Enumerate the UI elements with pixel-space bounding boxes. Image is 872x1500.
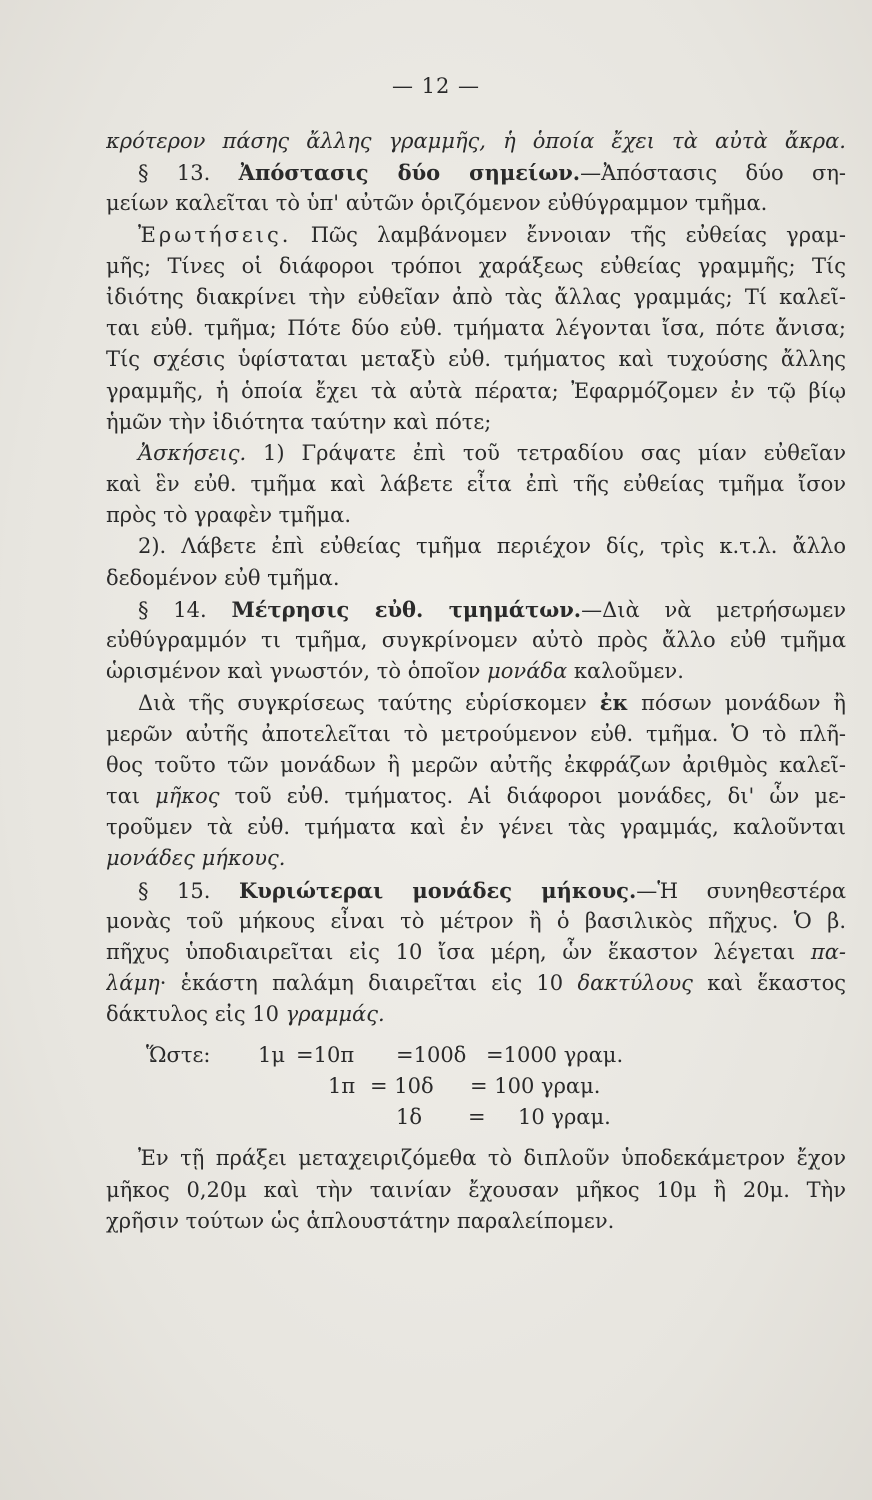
closing-text xyxy=(106,1143,846,1237)
page-body xyxy=(106,126,846,1237)
equation-term: = 10δ xyxy=(370,1074,434,1099)
text-run: § 14. xyxy=(138,597,232,622)
equations-block xyxy=(106,1040,846,1133)
emphasis-text: κρότερον πάσης ἄλλης γραμμῆς, ἡ ὁποία ἔχει τὰ αὐτὰ ἄκρα. xyxy=(106,129,846,153)
text-line xyxy=(106,625,846,656)
text-line xyxy=(106,313,846,344)
text-run: χρῆσιν τούτων ὡς ἁπλουστάτην παραλείπομεν. xyxy=(106,1208,615,1233)
text-line xyxy=(106,719,846,750)
text-run: μείων καλεῖται τὸ ὑπ' αὐτῶν ὁριζόμενον εὐθύγραμμον τμῆμα. xyxy=(106,191,768,216)
text-line xyxy=(106,126,846,157)
emphasis-text: γραμμάς. xyxy=(285,1002,385,1027)
text-run: —Ἀπόστασις δύο ση- xyxy=(580,161,846,186)
text-run: Διὰ τῆς συγκρίσεως ταύτης εὑρίσκομεν xyxy=(138,691,600,716)
emphasis-text: μονάδες μήκους. xyxy=(106,846,286,871)
text-line xyxy=(106,594,846,625)
text-run: τροῦμεν τὰ εὐθ. τμήματα καὶ ἐν γένει τὰς γραμμάς, καλοῦνται xyxy=(106,815,846,840)
text-line xyxy=(106,407,846,438)
text-line xyxy=(106,1143,846,1174)
text-run: —Διὰ νὰ μετρήσωμεν xyxy=(581,597,846,622)
text-line xyxy=(106,188,846,219)
text-line xyxy=(106,750,846,781)
text-run: τοῦ εὐθ. τμήματος. Αἱ διάφοροι μονάδες, δι' ὧν με- xyxy=(219,783,846,808)
text-line xyxy=(106,812,846,843)
text-run: ται xyxy=(106,783,156,808)
text-run: μῆς; Τίνες οἱ διάφοροι τρόποι χαράξεως εὐθείας γραμμῆς; Τίς xyxy=(106,253,846,278)
text-run: εὐθύγραμμόν τι τμῆμα, συγκρίνομεν αὐτὸ πρὸς ἄλλο εὐθ τμῆμα xyxy=(106,628,846,652)
text-line xyxy=(106,500,846,531)
text-run: πρὸς τὸ γραφὲν τμῆμα. xyxy=(106,503,352,528)
text-line xyxy=(106,251,846,282)
equation-term: = 100 γραμ. xyxy=(470,1074,601,1099)
equation-label: Ὥστε: xyxy=(146,1043,211,1068)
text-line xyxy=(106,906,846,937)
text-run: μῆκος 0,20μ καὶ τὴν ταινίαν ἔχουσαν μῆκος 10μ ἢ 20μ. Τὴν xyxy=(106,1177,846,1202)
equation-row xyxy=(106,1071,846,1102)
text-run: καὶ ἕκαστος xyxy=(692,971,846,996)
equation-term: 1π xyxy=(328,1074,356,1099)
main-text xyxy=(106,126,846,1030)
text-line xyxy=(106,687,846,718)
spacer xyxy=(106,1133,846,1143)
equation-term: =1000 γραμ. xyxy=(486,1043,624,1068)
section-heading: Ἀπόστασις δύο σημείων. xyxy=(238,160,581,186)
text-run: ἡμῶν τὴν ἰδιότητα ταύτην καὶ πότε; xyxy=(106,409,492,434)
text-line xyxy=(106,781,846,812)
text-run: πῆχυς ὑποδιαιρεῖται εἰς 10 ἴσα μέρη, ὧν ἕκαστον λέγεται xyxy=(106,939,811,964)
text-run: ται εὐθ. τμῆμα; Πότε δύο εὐθ. τμήματα λέγονται ἴσα, πότε ἄνισα; xyxy=(106,316,846,341)
text-line xyxy=(106,344,846,375)
emphasis-text: μῆκος xyxy=(155,783,220,808)
section-heading: Μέτρησις εὐθ. τμημάτων. xyxy=(231,596,582,622)
equation-row xyxy=(106,1102,846,1133)
text-line xyxy=(106,875,846,906)
emphasis-text: πα- xyxy=(810,939,846,964)
text-line xyxy=(106,1175,846,1206)
text-line xyxy=(106,1206,846,1237)
text-line xyxy=(106,220,846,251)
text-run: ὡρισμένον καὶ γνωστόν, τὸ ὁποῖον xyxy=(106,659,488,684)
emphasis-text: μονάδα xyxy=(487,659,568,684)
text-run: γραμμῆς, ἡ ὁποία ἔχει τὰ αὐτὰ πέρατα; Ἐφαρμόζομεν ἐν τῷ βίῳ xyxy=(106,378,846,403)
text-run: πόσων μονάδων ἢ xyxy=(628,691,846,716)
text-line xyxy=(106,563,846,594)
equation-row xyxy=(106,1040,846,1071)
text-run: μερῶν αὐτῆς ἀποτελεῖται τὸ μετρούμενον εὐθ. τμῆμα. Ὁ τὸ πλῆ- xyxy=(106,721,846,746)
text-line xyxy=(106,157,846,188)
page-number: — 12 — xyxy=(391,74,481,98)
text-line xyxy=(106,937,846,968)
text-run: 1) Γράψατε ἐπὶ τοῦ τετραδίου σας μίαν εὐθεῖαν xyxy=(246,440,846,465)
text-line xyxy=(106,531,846,562)
text-line xyxy=(106,282,846,313)
text-line xyxy=(106,999,846,1030)
text-line xyxy=(106,968,846,999)
text-run: θος τοῦτο τῶν μονάδων ἢ μερῶν αὐτῆς ἐκφράζων ἀριθμὸς καλεῖ- xyxy=(106,752,846,777)
emphasis-text: δακτύλους xyxy=(577,971,693,996)
text-run: Τίς σχέσις ὑφίσταται μεταξὺ εὐθ. τμήματος καὶ τυχούσης ἄλλης xyxy=(106,347,846,372)
text-line xyxy=(106,438,846,469)
text-run: μονὰς τοῦ μήκους εἶναι τὸ μέτρον ἢ ὁ βασιλικὸς πῆχυς. Ὁ β. xyxy=(106,908,846,933)
text-line xyxy=(106,843,846,874)
emphasis-text: λάμη xyxy=(106,971,160,996)
text-run: —Ἡ συνηθεστέρα xyxy=(636,878,846,903)
section-heading: Κυριώτεραι μονάδες μήκους. xyxy=(239,877,637,903)
text-line xyxy=(106,376,846,407)
text-run: Ἐν τῇ πράξει μεταχειριζόμεθα τὸ διπλοῦν ὑποδεκάμετρον ἔχον xyxy=(138,1146,846,1171)
text-run: καὶ ἓν εὐθ. τμῆμα καὶ λάβετε εἶτα ἐπὶ τῆς εὐθείας τμῆμα ἴσον xyxy=(106,472,846,497)
text-run: δάκτυλος εἰς 10 xyxy=(106,1002,286,1027)
equation-term: = xyxy=(468,1105,486,1130)
text-line xyxy=(106,656,846,687)
text-run: δεδομένον εὐθ τμῆμα. xyxy=(106,565,340,590)
text-run: 2). Λάβετε ἐπὶ εὐθείας τμῆμα περιέχον δίς, τρὶς κ.τ.λ. ἄλλο xyxy=(138,534,846,559)
text-run: ἰδιότης διακρίνει τὴν εὐθεῖαν ἀπὸ τὰς ἄλλας γραμμάς; Τί καλεῖ- xyxy=(106,284,846,309)
text-run: καλοῦμεν. xyxy=(567,659,684,684)
equation-term: =10π xyxy=(296,1043,355,1068)
equation-term: 1μ xyxy=(258,1043,286,1068)
equation-term: 10 γραμ. xyxy=(518,1105,611,1130)
text-run: § 13. xyxy=(138,161,239,186)
text-run: § 15. xyxy=(138,878,240,903)
equation-term: 1δ xyxy=(396,1105,423,1130)
text-run: · ἑκάστη παλάμη διαιρεῖται εἰς 10 xyxy=(159,971,578,996)
text-line xyxy=(106,469,846,500)
section-heading: ἐκ xyxy=(599,690,629,716)
equation-term: =100δ xyxy=(396,1043,467,1068)
text-run: Πῶς λαμβάνομεν ἔννοιαν τῆς εὐθείας γραμ- xyxy=(291,222,846,247)
emphasis-text: Ἀσκήσεις. xyxy=(138,440,247,465)
text-run: Ἐρωτήσεις. xyxy=(138,222,292,247)
spacer xyxy=(106,1030,846,1040)
